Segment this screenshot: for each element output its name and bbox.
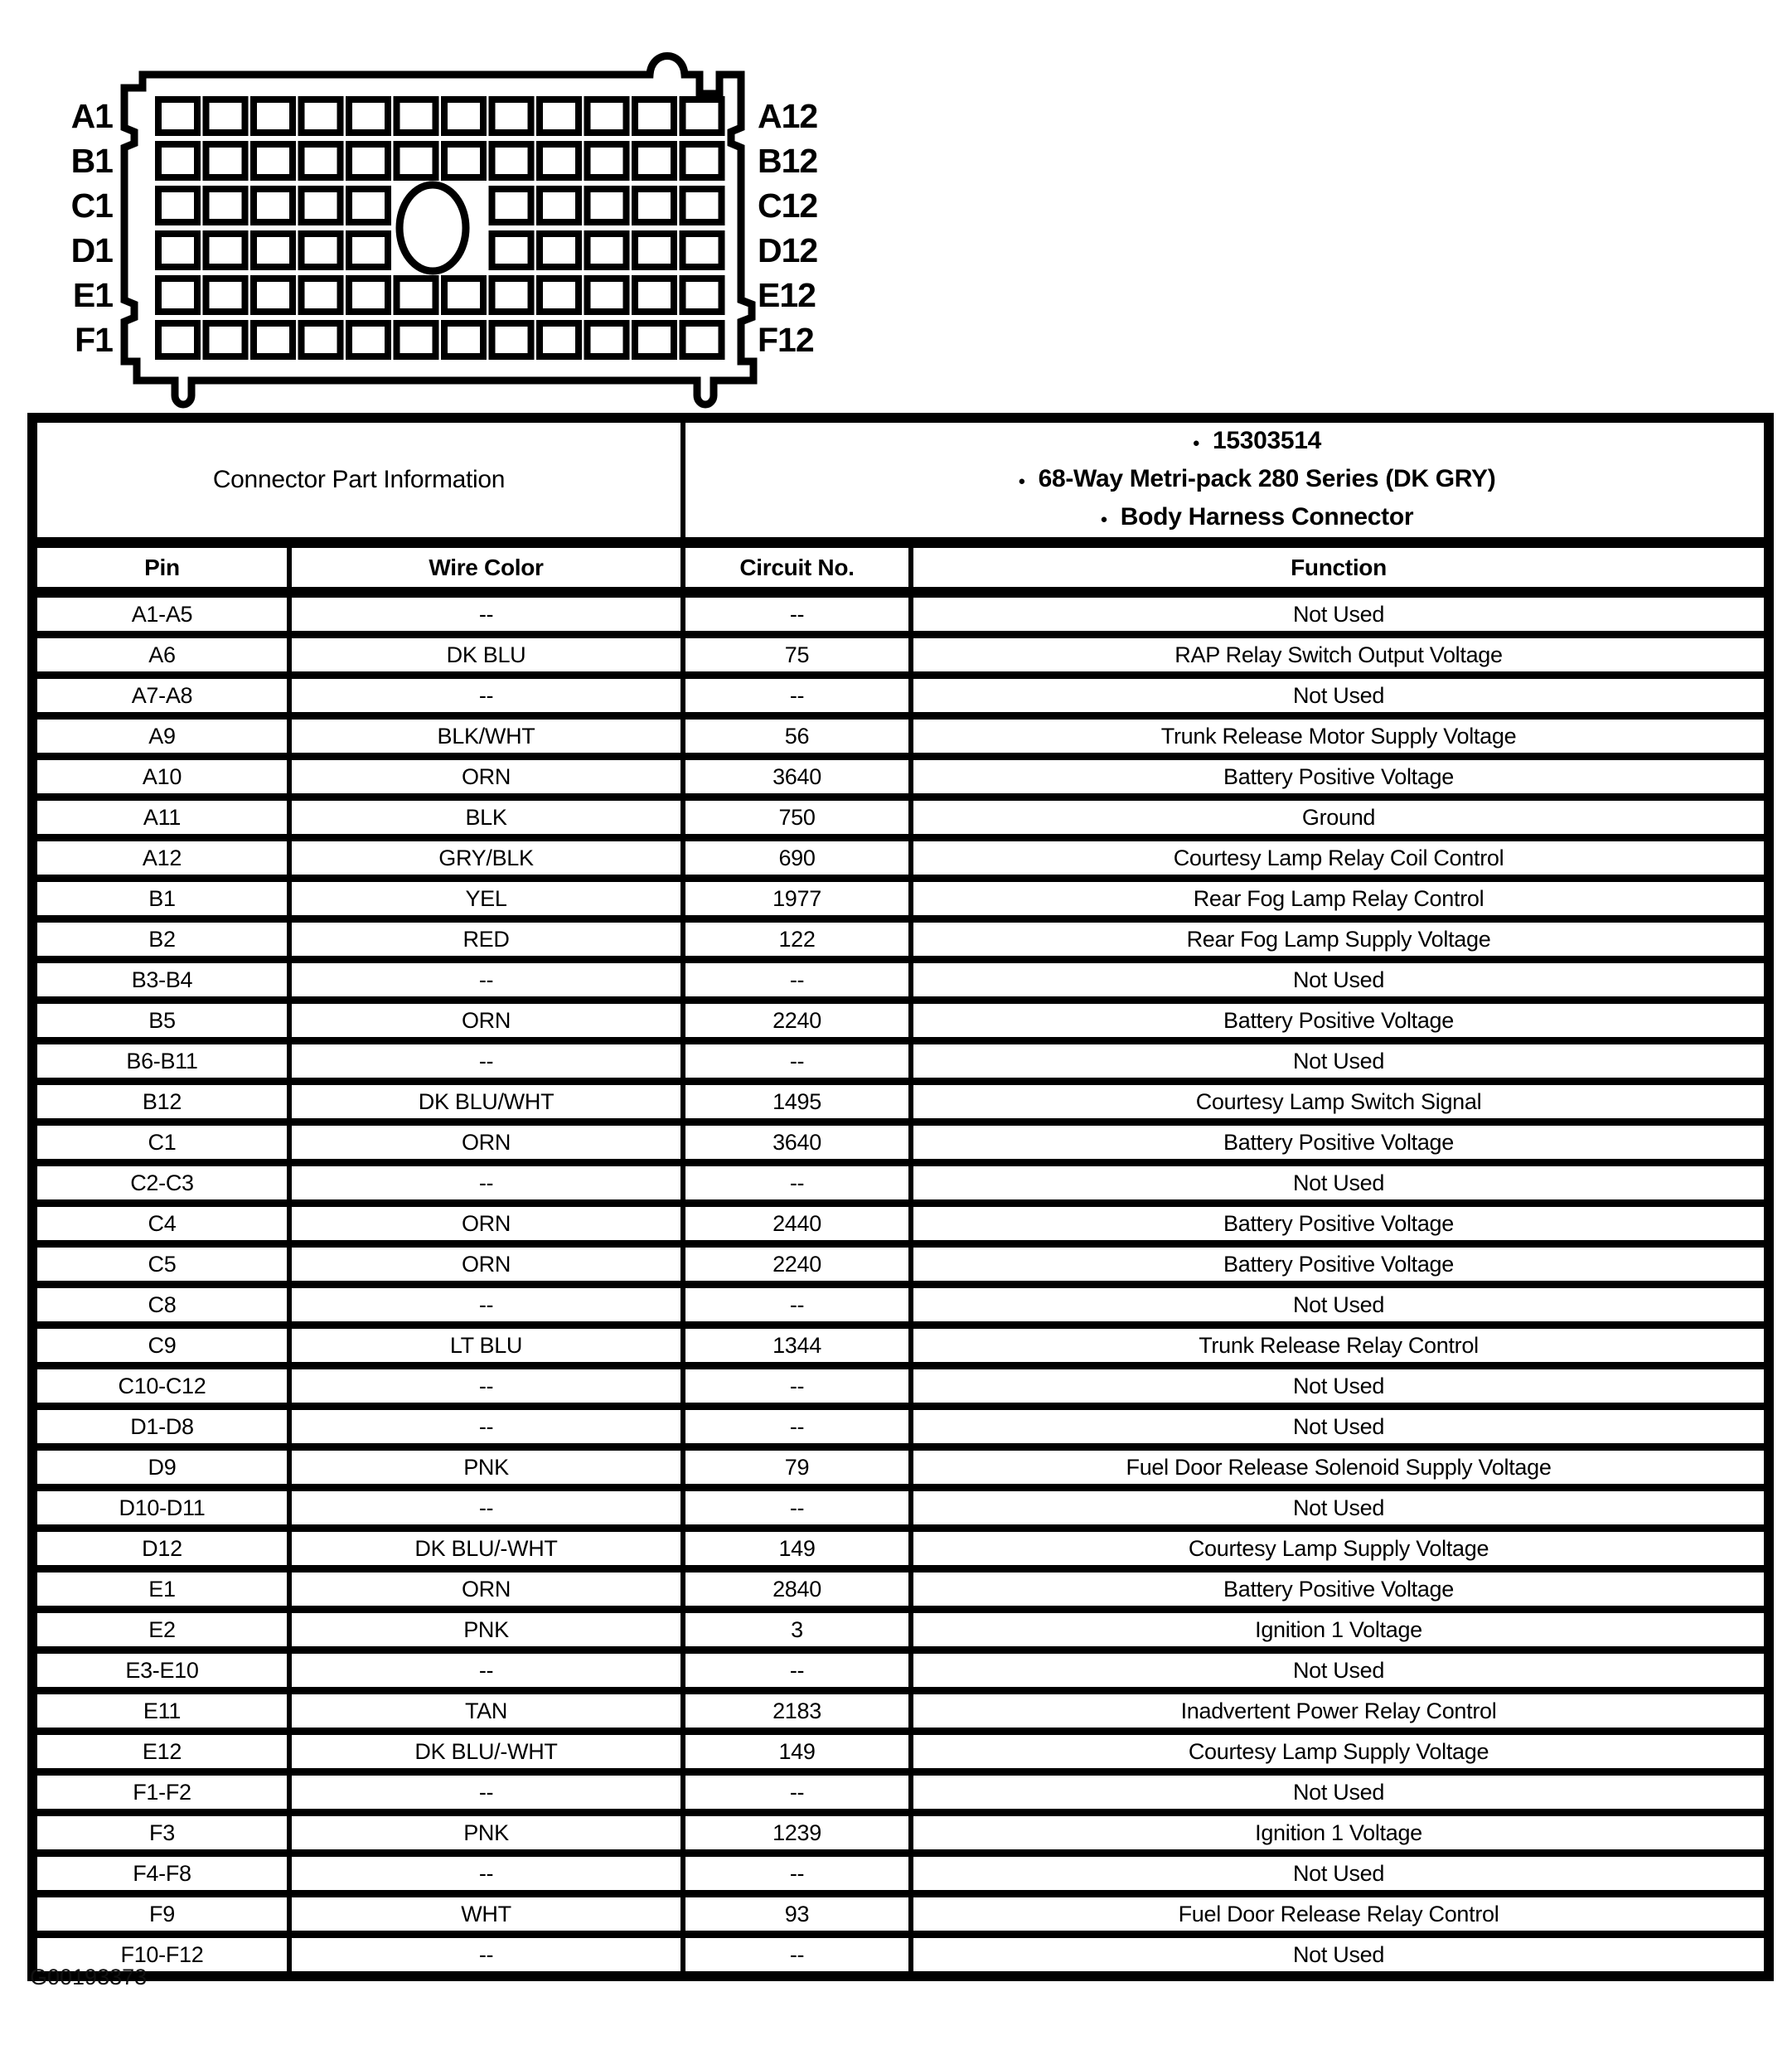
pin-row-label-E12: E12 — [758, 276, 816, 314]
pin-row-labels-left — [71, 97, 114, 359]
table-row — [32, 1772, 1769, 1813]
cell-function: Not Used — [911, 1488, 1769, 1529]
pin-square-A1 — [158, 99, 197, 133]
cell-wire-color: -- — [289, 1772, 683, 1813]
cell-function: Courtesy Lamp Supply Voltage — [911, 1529, 1769, 1569]
cell-circuit: -- — [683, 1366, 911, 1407]
table-row — [32, 1732, 1769, 1772]
pin-square-F5 — [349, 323, 388, 356]
pin-square-F6 — [397, 323, 436, 356]
cell-function: RAP Relay Switch Output Voltage — [911, 635, 1769, 676]
pin-square-C1 — [158, 189, 197, 222]
cell-function: Not Used — [911, 960, 1769, 1001]
cell-pin: F1-F2 — [32, 1772, 289, 1813]
cell-pin: A10 — [32, 757, 289, 797]
pin-row-label-A12: A12 — [758, 97, 818, 135]
cell-circuit: 3 — [683, 1610, 911, 1650]
pin-square-C5 — [349, 189, 388, 222]
pin-square-F12 — [683, 323, 722, 356]
pin-square-E10 — [588, 279, 627, 312]
cell-pin: B6-B11 — [32, 1041, 289, 1082]
part-info-row — [32, 418, 1769, 543]
pin-square-A8 — [492, 99, 531, 133]
cell-function: Ignition 1 Voltage — [911, 1610, 1769, 1650]
cell-circuit: -- — [683, 1772, 911, 1813]
table-row — [32, 1407, 1769, 1447]
column-header-wire: Wire Color — [289, 543, 683, 593]
cell-function: Fuel Door Release Relay Control — [911, 1894, 1769, 1935]
table-row — [32, 1488, 1769, 1529]
cell-circuit: 2440 — [683, 1204, 911, 1244]
cell-pin: E12 — [32, 1732, 289, 1772]
pin-square-E12 — [683, 279, 722, 312]
table-row — [32, 1447, 1769, 1488]
cell-wire-color: -- — [289, 593, 683, 635]
table-row — [32, 1244, 1769, 1285]
cell-circuit: -- — [683, 1488, 911, 1529]
cell-pin: A11 — [32, 797, 289, 838]
cell-circuit: 2240 — [683, 1244, 911, 1285]
pinout-table — [27, 413, 1774, 1981]
cell-pin: A7-A8 — [32, 676, 289, 716]
cell-pin: C9 — [32, 1325, 289, 1366]
cell-pin: C5 — [32, 1244, 289, 1285]
pin-square-B7 — [444, 144, 483, 177]
cell-circuit: 149 — [683, 1732, 911, 1772]
table-row — [32, 1650, 1769, 1691]
cell-wire-color: ORN — [289, 1569, 683, 1610]
cell-wire-color: -- — [289, 1163, 683, 1204]
pin-square-D8 — [492, 234, 531, 267]
pin-square-D5 — [349, 234, 388, 267]
pin-square-F2 — [206, 323, 245, 356]
alignment-hole — [400, 185, 466, 271]
cell-wire-color: ORN — [289, 1001, 683, 1041]
cell-function: Not Used — [911, 1041, 1769, 1082]
cell-pin: F9 — [32, 1894, 289, 1935]
cell-wire-color: -- — [289, 1935, 683, 1977]
table-row — [32, 1935, 1769, 1977]
table-row — [32, 1041, 1769, 1082]
cell-circuit: 3640 — [683, 1122, 911, 1163]
cell-function: Battery Positive Voltage — [911, 1001, 1769, 1041]
table-row — [32, 1569, 1769, 1610]
cell-pin: E2 — [32, 1610, 289, 1650]
cell-wire-color: RED — [289, 919, 683, 960]
pin-square-F4 — [302, 323, 341, 356]
cell-wire-color: PNK — [289, 1610, 683, 1650]
pin-square-F11 — [635, 323, 674, 356]
cell-circuit: -- — [683, 593, 911, 635]
pin-square-F8 — [492, 323, 531, 356]
table-row — [32, 1529, 1769, 1569]
pin-square-B3 — [254, 144, 293, 177]
cell-circuit: 149 — [683, 1529, 911, 1569]
cell-circuit: 3640 — [683, 757, 911, 797]
cell-circuit: -- — [683, 1163, 911, 1204]
pin-square-B1 — [158, 144, 197, 177]
cell-wire-color: WHT — [289, 1894, 683, 1935]
table-row — [32, 1813, 1769, 1854]
cell-function: Not Used — [911, 1163, 1769, 1204]
table-row — [32, 1163, 1769, 1204]
pin-square-E6 — [397, 279, 436, 312]
pin-square-B11 — [635, 144, 674, 177]
cell-wire-color: PNK — [289, 1813, 683, 1854]
cell-wire-color: -- — [289, 1041, 683, 1082]
pin-square-A11 — [635, 99, 674, 133]
cell-function: Courtesy Lamp Switch Signal — [911, 1082, 1769, 1122]
cell-function: Trunk Release Motor Supply Voltage — [911, 716, 1769, 757]
cell-pin: C1 — [32, 1122, 289, 1163]
pin-square-A10 — [588, 99, 627, 133]
pin-square-F1 — [158, 323, 197, 356]
pin-square-B5 — [349, 144, 388, 177]
cell-wire-color: TAN — [289, 1691, 683, 1732]
cell-circuit: -- — [683, 1041, 911, 1082]
cell-function: Not Used — [911, 1650, 1769, 1691]
pin-square-F3 — [254, 323, 293, 356]
cell-pin: B1 — [32, 879, 289, 919]
cell-circuit: 2240 — [683, 1001, 911, 1041]
pin-square-E9 — [540, 279, 579, 312]
table-row — [32, 593, 1769, 635]
table-row — [32, 676, 1769, 716]
cell-function: Not Used — [911, 1935, 1769, 1977]
cell-pin: A1-A5 — [32, 593, 289, 635]
cell-function: Battery Positive Voltage — [911, 757, 1769, 797]
pin-square-A4 — [302, 99, 341, 133]
part-type: ● Body Harness Connector — [737, 499, 1764, 537]
cell-wire-color: ORN — [289, 1122, 683, 1163]
column-header-circuit: Circuit No. — [683, 543, 911, 593]
cell-circuit: -- — [683, 960, 911, 1001]
cell-circuit: -- — [683, 1285, 911, 1325]
cell-circuit: 1344 — [683, 1325, 911, 1366]
cell-pin: A9 — [32, 716, 289, 757]
cell-circuit: 750 — [683, 797, 911, 838]
cell-wire-color: ORN — [289, 757, 683, 797]
pin-square-A5 — [349, 99, 388, 133]
cell-wire-color: YEL — [289, 879, 683, 919]
pin-square-C9 — [540, 189, 579, 222]
pin-square-D10 — [588, 234, 627, 267]
cell-function: Battery Positive Voltage — [911, 1122, 1769, 1163]
table-row — [32, 1325, 1769, 1366]
pin-square-B12 — [683, 144, 722, 177]
table-row — [32, 1366, 1769, 1407]
pin-square-B10 — [588, 144, 627, 177]
table-row — [32, 1082, 1769, 1122]
cell-pin: C2-C3 — [32, 1163, 289, 1204]
table-row — [32, 879, 1769, 919]
cell-wire-color: -- — [289, 1650, 683, 1691]
table-row — [32, 960, 1769, 1001]
pin-square-B8 — [492, 144, 531, 177]
cell-wire-color: ORN — [289, 1204, 683, 1244]
cell-pin: C4 — [32, 1204, 289, 1244]
cell-circuit: 1239 — [683, 1813, 911, 1854]
cell-pin: E3-E10 — [32, 1650, 289, 1691]
cell-function: Inadvertent Power Relay Control — [911, 1691, 1769, 1732]
pin-square-A9 — [540, 99, 579, 133]
pin-square-C4 — [302, 189, 341, 222]
cell-pin: D1-D8 — [32, 1407, 289, 1447]
cell-wire-color: -- — [289, 1366, 683, 1407]
cell-wire-color: -- — [289, 1407, 683, 1447]
pin-square-E5 — [349, 279, 388, 312]
cell-pin: A6 — [32, 635, 289, 676]
cell-function: Ignition 1 Voltage — [911, 1813, 1769, 1854]
cell-wire-color: -- — [289, 1854, 683, 1894]
table-row — [32, 1122, 1769, 1163]
pin-square-C2 — [206, 189, 245, 222]
cell-function: Courtesy Lamp Relay Coil Control — [911, 838, 1769, 879]
pin-row-label-F1: F1 — [75, 321, 113, 359]
cell-function: Battery Positive Voltage — [911, 1569, 1769, 1610]
cell-circuit: 690 — [683, 838, 911, 879]
part-details-list — [685, 423, 1764, 537]
cell-pin: D10-D11 — [32, 1488, 289, 1529]
pin-square-C10 — [588, 189, 627, 222]
pin-square-C11 — [635, 189, 674, 222]
pin-square-A6 — [397, 99, 436, 133]
cell-wire-color: DK BLU — [289, 635, 683, 676]
pin-square-B4 — [302, 144, 341, 177]
pin-square-C8 — [492, 189, 531, 222]
table-row — [32, 1894, 1769, 1935]
cell-function: Rear Fog Lamp Relay Control — [911, 879, 1769, 919]
cell-function: Rear Fog Lamp Supply Voltage — [911, 919, 1769, 960]
cell-pin: F4-F8 — [32, 1854, 289, 1894]
part-details-cell — [683, 418, 1769, 543]
cell-pin: B5 — [32, 1001, 289, 1041]
cell-circuit: -- — [683, 1935, 911, 1977]
pin-square-A3 — [254, 99, 293, 133]
part-series: ● 68-Way Metri-pack 280 Series (DK GRY) — [737, 461, 1764, 499]
pin-square-A2 — [206, 99, 245, 133]
pin-square-F10 — [588, 323, 627, 356]
table-body — [32, 593, 1769, 1977]
table-row — [32, 635, 1769, 676]
cell-wire-color: BLK/WHT — [289, 716, 683, 757]
cell-wire-color: GRY/BLK — [289, 838, 683, 879]
part-number: ● 15303514 — [737, 423, 1764, 461]
cell-function: Not Used — [911, 1285, 1769, 1325]
pin-square-D3 — [254, 234, 293, 267]
pin-row-label-C1: C1 — [70, 187, 113, 225]
pin-row-label-A1: A1 — [70, 97, 113, 135]
cell-function: Not Used — [911, 1407, 1769, 1447]
cell-circuit: 1977 — [683, 879, 911, 919]
cell-wire-color: LT BLU — [289, 1325, 683, 1366]
cell-pin: D9 — [32, 1447, 289, 1488]
cell-wire-color: -- — [289, 1488, 683, 1529]
cell-pin: B2 — [32, 919, 289, 960]
pin-square-D4 — [302, 234, 341, 267]
cell-circuit: 93 — [683, 1894, 911, 1935]
pin-square-B9 — [540, 144, 579, 177]
pin-square-F7 — [444, 323, 483, 356]
table-row — [32, 1285, 1769, 1325]
part-info-label: Connector Part Information — [32, 418, 683, 543]
pin-square-D1 — [158, 234, 197, 267]
cell-pin: B3-B4 — [32, 960, 289, 1001]
cell-function: Ground — [911, 797, 1769, 838]
pin-square-B2 — [206, 144, 245, 177]
cell-circuit: 2183 — [683, 1691, 911, 1732]
pin-square-E4 — [302, 279, 341, 312]
column-header-row — [32, 543, 1769, 593]
pin-square-B6 — [397, 144, 436, 177]
cell-wire-color: -- — [289, 960, 683, 1001]
pin-square-E8 — [492, 279, 531, 312]
table-row — [32, 1854, 1769, 1894]
table-row — [32, 716, 1769, 757]
cell-circuit: -- — [683, 1650, 911, 1691]
pin-square-D2 — [206, 234, 245, 267]
pin-row-label-F12: F12 — [758, 321, 814, 359]
cell-circuit: -- — [683, 1407, 911, 1447]
cell-pin: B12 — [32, 1082, 289, 1122]
table-row — [32, 1204, 1769, 1244]
cell-wire-color: ORN — [289, 1244, 683, 1285]
connector-diagram — [48, 23, 844, 414]
cell-pin: F3 — [32, 1813, 289, 1854]
table-row — [32, 1610, 1769, 1650]
cell-pin: F10-F12 — [32, 1935, 289, 1977]
cell-circuit: -- — [683, 676, 911, 716]
table-row — [32, 919, 1769, 960]
cell-function: Not Used — [911, 1772, 1769, 1813]
cell-function: Battery Positive Voltage — [911, 1204, 1769, 1244]
cell-wire-color: -- — [289, 1285, 683, 1325]
cell-function: Courtesy Lamp Supply Voltage — [911, 1732, 1769, 1772]
cell-function: Not Used — [911, 593, 1769, 635]
pin-row-label-D1: D1 — [70, 231, 113, 269]
figure-code: G00193373 — [30, 1965, 148, 1989]
table-row — [32, 797, 1769, 838]
cell-wire-color: DK BLU/-WHT — [289, 1529, 683, 1569]
cell-function: Not Used — [911, 1854, 1769, 1894]
pin-row-labels-right — [758, 97, 817, 359]
cell-function: Trunk Release Relay Control — [911, 1325, 1769, 1366]
cell-circuit: 56 — [683, 716, 911, 757]
pin-square-D11 — [635, 234, 674, 267]
table-row — [32, 838, 1769, 879]
cell-function: Battery Positive Voltage — [911, 1244, 1769, 1285]
cell-circuit: 2840 — [683, 1569, 911, 1610]
pin-square-D9 — [540, 234, 579, 267]
pin-row-label-C12: C12 — [758, 187, 818, 225]
pin-square-E2 — [206, 279, 245, 312]
cell-pin: C10-C12 — [32, 1366, 289, 1407]
pin-square-C12 — [683, 189, 722, 222]
cell-function: Not Used — [911, 1366, 1769, 1407]
pin-row-label-D12: D12 — [758, 231, 818, 269]
pin-square-C3 — [254, 189, 293, 222]
pin-row-label-B1: B1 — [70, 142, 113, 180]
pin-square-D12 — [683, 234, 722, 267]
cell-pin: E1 — [32, 1569, 289, 1610]
pin-row-label-B12: B12 — [758, 142, 818, 180]
cell-wire-color: -- — [289, 676, 683, 716]
cell-pin: E11 — [32, 1691, 289, 1732]
pin-square-E11 — [635, 279, 674, 312]
table-row — [32, 757, 1769, 797]
cell-wire-color: PNK — [289, 1447, 683, 1488]
cell-circuit: 1495 — [683, 1082, 911, 1122]
pin-square-F9 — [540, 323, 579, 356]
cell-pin: A12 — [32, 838, 289, 879]
cell-circuit: 75 — [683, 635, 911, 676]
pin-row-label-E1: E1 — [72, 276, 113, 314]
cell-circuit: -- — [683, 1854, 911, 1894]
cell-function: Fuel Door Release Solenoid Supply Voltage — [911, 1447, 1769, 1488]
cell-wire-color: DK BLU/-WHT — [289, 1732, 683, 1772]
column-header-function: Function — [911, 543, 1769, 593]
cell-function: Not Used — [911, 676, 1769, 716]
pin-square-E7 — [444, 279, 483, 312]
cell-pin: C8 — [32, 1285, 289, 1325]
table-row — [32, 1691, 1769, 1732]
column-header-pin: Pin — [32, 543, 289, 593]
pin-square-A7 — [444, 99, 483, 133]
pin-square-E3 — [254, 279, 293, 312]
cell-pin: D12 — [32, 1529, 289, 1569]
table-row — [32, 1001, 1769, 1041]
cell-circuit: 122 — [683, 919, 911, 960]
cell-wire-color: BLK — [289, 797, 683, 838]
pin-square-E1 — [158, 279, 197, 312]
cell-wire-color: DK BLU/WHT — [289, 1082, 683, 1122]
cell-circuit: 79 — [683, 1447, 911, 1488]
pin-square-A12 — [683, 99, 722, 133]
